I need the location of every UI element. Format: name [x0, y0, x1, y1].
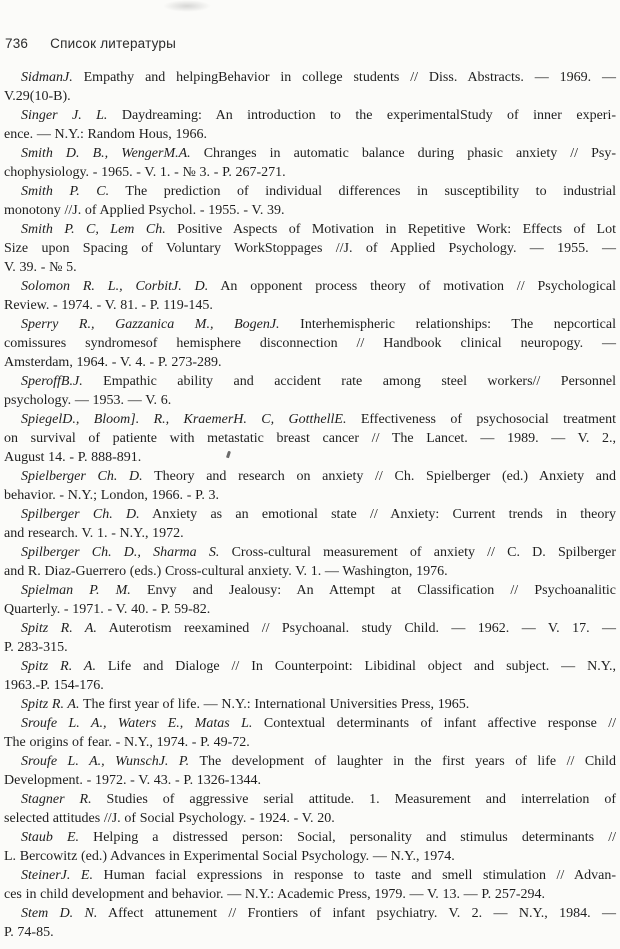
running-head-title: Список литературы	[50, 36, 177, 51]
entry-authors: SteinerJ. E.	[21, 868, 93, 883]
entry-first-line	[4, 410, 616, 429]
bib-entry	[4, 790, 616, 828]
entry-authors: Sroufe L. A., Waters E., Matas L.	[21, 716, 253, 731]
entry-first-line	[4, 182, 616, 201]
entry-line: psychology. — 1953. — V. 6.	[4, 393, 172, 408]
entry-first-line	[4, 752, 616, 771]
entry-authors: SperoffB.J.	[21, 374, 83, 389]
entry-text: Daydreaming: An introduction to the experimentalStudy of inner experi-	[121, 108, 616, 123]
entry-first-line	[4, 828, 616, 847]
entry-first-line	[4, 372, 616, 391]
bib-entry	[4, 752, 616, 790]
entry-text: Empathic ability and accident rate among steel workers// Personnel	[103, 374, 616, 389]
bib-entry	[4, 68, 616, 106]
entry-line: chophysiology. - 1965. - V. 1. - № 3. - P. 267-271.	[4, 165, 286, 180]
entry-first-line	[4, 657, 616, 676]
entry-authors: Sperry R., Gazzanica M., BogenJ.	[21, 317, 280, 332]
entry-first-line	[4, 714, 616, 733]
entry-line: Review. - 1974. - V. 81. - P. 119-145.	[4, 298, 213, 313]
entry-line: V. 39. - № 5.	[4, 260, 77, 275]
entry-text: Auterotism reexamined // Psychoanal. study Child. — 1962. — V. 17. —	[108, 621, 617, 636]
entry-authors: Staub E.	[21, 830, 80, 845]
entry-text: Empathy and helpingBehavior in college students // Diss. Abstracts. — 1969. —	[83, 70, 617, 85]
entry-line: Amsterdam, 1964. - V. 4. - P. 273-289.	[4, 355, 222, 370]
entry-first-line	[4, 315, 616, 334]
bib-entry	[4, 581, 616, 619]
entry-first-line	[4, 619, 616, 638]
entry-line: comissures syndromesof hemisphere disconnection // Handbook clinical neuropogy. —	[4, 336, 616, 351]
page-number: 736	[5, 36, 29, 51]
entry-authors: Spilberger Ch. D.	[21, 507, 140, 522]
bib-entry	[4, 220, 616, 277]
entry-text: Studies of aggressive serial attitude. 1. Measurement and interrelation of	[106, 792, 616, 807]
entry-authors: Spielman P. M.	[21, 583, 131, 598]
entry-authors: Smith D. B., WengerM.A.	[21, 146, 191, 161]
entry-first-line	[4, 144, 616, 163]
entry-line: behavior. - N.Y.; London, 1966. - P. 3.	[4, 488, 220, 503]
bib-entry	[4, 106, 616, 144]
entry-authors: Sroufe L. A., WunschJ. P.	[21, 754, 190, 769]
bib-entry	[4, 619, 616, 657]
entry-text: Life and Dialoge // In Counterpoint: Libidinal object and subject. — N.Y.,	[107, 659, 616, 674]
entry-line: and research. V. 1. - N.Y., 1972.	[4, 526, 184, 541]
entry-first-line	[4, 866, 616, 885]
bib-entry	[4, 372, 616, 410]
entry-authors: Spielberger Ch. D.	[21, 469, 143, 484]
scan-artifact	[163, 0, 211, 12]
entry-authors: Spitz R. A.	[21, 697, 80, 712]
bib-entry	[4, 904, 616, 942]
entry-line: ces in child development and behavior. — N.Y.: Academic Press, 1979. — V. 13. — P. 257-294.	[4, 887, 545, 902]
entry-line: and R. Diaz-Guerrero (eds.) Cross-cultural anxiety. V. 1. — Washington, 1976.	[4, 564, 448, 579]
bibliography-list	[4, 68, 616, 942]
entry-line: V.29(10-B).	[4, 89, 71, 104]
entry-authors: Stem D. N.	[21, 906, 98, 921]
entry-authors: Smith P. C, Lem Ch.	[21, 222, 166, 237]
entry-line: 1963.-P. 154-176.	[4, 678, 104, 693]
entry-authors: Spitz R. A.	[21, 659, 96, 674]
entry-line: August 14. - P. 888-891.	[4, 450, 142, 465]
entry-line: selected attitudes //J. of Social Psychology. - 1924. - V. 20.	[4, 811, 335, 826]
entry-text: Theory and research on anxiety // Ch. Spielberger (ed.) Anxiety and	[154, 469, 616, 484]
entry-line: ence. — N.Y.: Random Hous, 1966.	[4, 127, 207, 142]
entry-line: P. 74-85.	[4, 925, 54, 940]
entry-text: Positive Aspects of Motivation in Repetitive Work: Effects of Lot	[177, 222, 616, 237]
entry-line: monotony //J. of Applied Psychol. - 1955. - V. 39.	[4, 203, 285, 218]
entry-authors: Stagner R.	[21, 792, 92, 807]
entry-text: Effectiveness of psychosocial treatment	[360, 412, 616, 427]
entry-line: on survival of patiente with metastatic breast cancer // The Lancet. — 1989. — V. 2.,	[4, 431, 616, 446]
entry-text: Envy and Jealousy: An Attempt at Classification // Psychoanalitic	[146, 583, 616, 598]
entry-text: An opponent process theory of motivation // Psychological	[220, 279, 617, 294]
entry-first-line	[4, 106, 616, 125]
entry-text: Chranges in automatic balance during phasic anxiety // Psy-	[203, 146, 617, 161]
bib-entry	[4, 182, 616, 220]
bib-entry	[4, 695, 616, 714]
entry-first-line	[4, 220, 616, 239]
running-head	[5, 36, 615, 51]
entry-first-line	[4, 467, 616, 486]
entry-text: The prediction of individual differences in susceptibility to industrial	[125, 184, 617, 199]
entry-first-line	[4, 277, 616, 296]
entry-first-line	[4, 505, 616, 524]
entry-line: L. Bercowitz (ed.) Advances in Experimental Social Psychology. — N.Y., 1974.	[4, 849, 455, 864]
entry-text: Human facial expressions in response to taste and smell stimulation // Advan-	[103, 868, 617, 883]
entry-line: Development. - 1972. - V. 43. - P. 1326-1344.	[4, 773, 261, 788]
entry-line: P. 283-315.	[4, 640, 68, 655]
bib-entry	[4, 277, 616, 315]
entry-first-line	[4, 581, 616, 600]
entry-authors: Singer J. L.	[21, 108, 108, 123]
entry-authors: SpiegelD., Bloom]. R., KraemerH. C, GotthellE.	[21, 412, 347, 427]
bib-entry	[4, 543, 616, 581]
entry-text: Contextual determinants of infant affective response //	[263, 716, 617, 731]
bib-entry	[4, 505, 616, 543]
entry-first-line	[4, 68, 616, 87]
entry-text: Interhemispheric relationships: The nepcortical	[300, 317, 616, 332]
entry-line: Quarterly. - 1971. - V. 40. - P. 59-82.	[4, 602, 211, 617]
entry-authors: Spilberger Ch. D., Sharma S.	[21, 545, 220, 560]
bib-entry	[4, 410, 616, 467]
entry-line: Size upon Spacing of Voluntary WorkStoppages //J. of Applied Psychology. — 1955. —	[4, 241, 616, 256]
entry-first-line	[4, 543, 616, 562]
entry-first-line	[4, 695, 616, 714]
entry-text: Anxiety as an emotional state // Anxiety: Current trends in theory	[152, 507, 616, 522]
bib-entry	[4, 714, 616, 752]
entry-authors: Smith P. C.	[21, 184, 110, 199]
entry-first-line	[4, 790, 616, 809]
entry-authors: SidmanJ.	[21, 70, 73, 85]
entry-text: The first year of life. — N.Y.: International Universities Press, 1965.	[82, 697, 470, 712]
bib-entry	[4, 866, 616, 904]
entry-line: The origins of fear. - N.Y., 1974. - P. 49-72.	[4, 735, 250, 750]
entry-first-line	[4, 904, 616, 923]
bib-entry	[4, 657, 616, 695]
entry-text: Helping a distressed person: Social, personality and stimulus determinants //	[93, 830, 616, 845]
bib-entry	[4, 315, 616, 372]
bib-entry	[4, 828, 616, 866]
entry-text: Affect attunement // Frontiers of infant psychiatry. V. 2. — N.Y., 1984. —	[107, 906, 617, 921]
entry-authors: Spitz R. A.	[21, 621, 97, 636]
entry-text: Cross-cultural measurement of anxiety // C. D. Spilberger	[231, 545, 617, 560]
bib-entry	[4, 467, 616, 505]
entry-text: The development of laughter in the first years of life // Child	[199, 754, 616, 769]
bib-entry	[4, 144, 616, 182]
entry-authors: Solomon R. L., CorbitJ. D.	[21, 279, 209, 294]
